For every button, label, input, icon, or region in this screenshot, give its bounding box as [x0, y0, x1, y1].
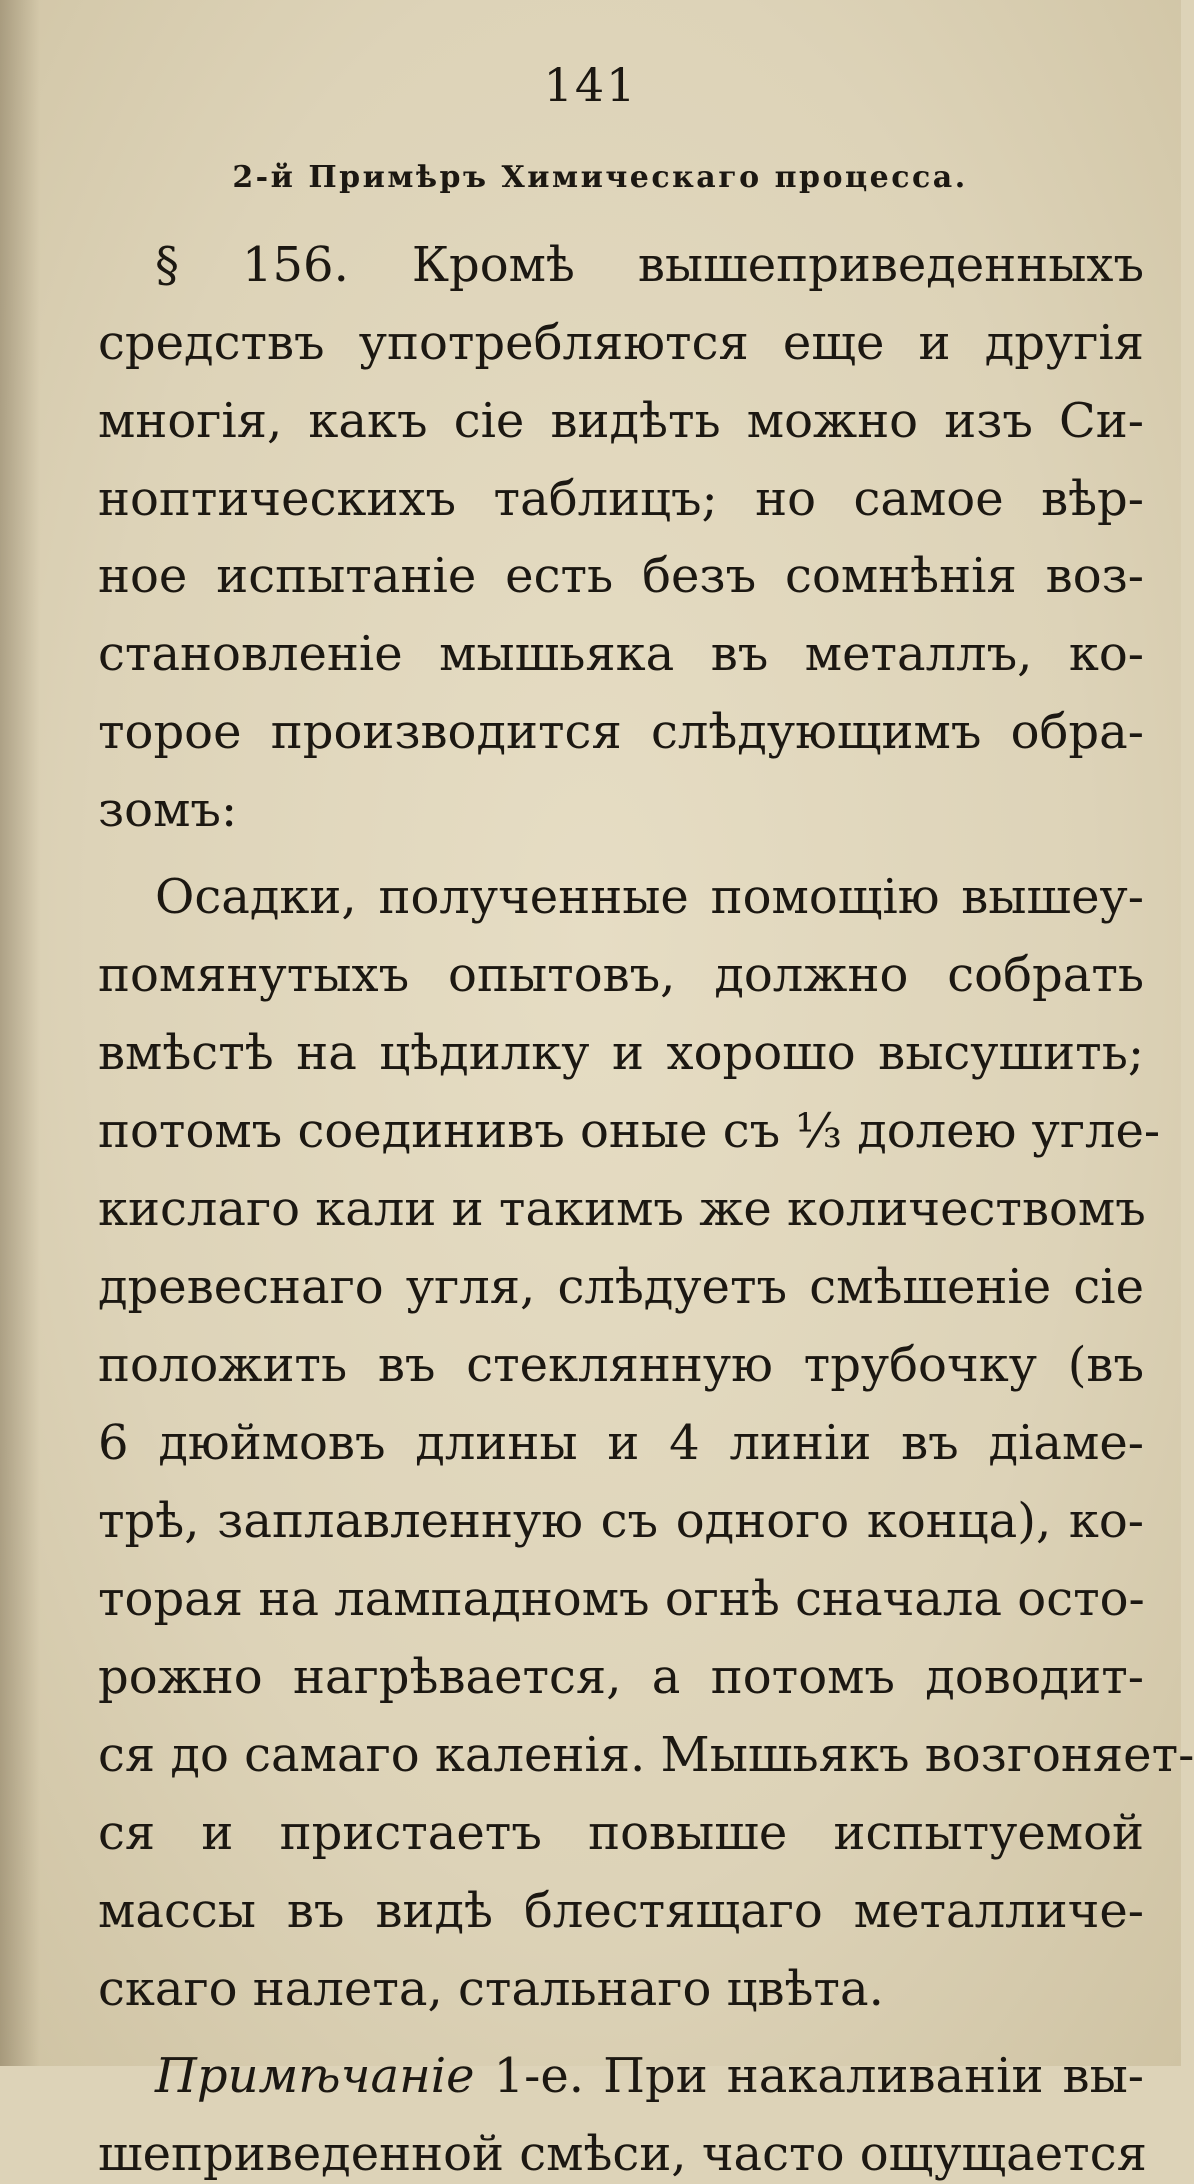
text-line: рожно нагрѣвается, а потомъ доводит- — [98, 1649, 1144, 1705]
text-line: многія, какъ сіе видѣть можно изъ Си- — [98, 393, 1144, 449]
text-line: кислаго кали и такимъ же количествомъ — [98, 1181, 1146, 1237]
page-gutter-shadow — [0, 0, 40, 2066]
text-line: помянутыхъ опытовъ, должно собрать — [98, 947, 1144, 1003]
page-number: 141 — [543, 58, 638, 112]
text-line: ноптическихъ таблицъ; но самое вѣр- — [98, 471, 1144, 527]
text-line: ное испытаніе есть безъ сомнѣнія воз- — [98, 548, 1144, 604]
text-line: зомъ: — [98, 782, 238, 838]
text-line: Осадки, полученные помощію вышеу- — [155, 869, 1144, 925]
text-line: вмѣстѣ на цѣдилку и хорошо высушить; — [98, 1025, 1144, 1081]
text-line: шеприведенной смѣси, часто ощущается — [98, 2126, 1147, 2182]
text-line: массы въ видѣ блестящаго металличе- — [98, 1883, 1144, 1939]
text-line: средствъ употребляются еще и другія — [98, 315, 1144, 371]
text-line: торое производится слѣдующимъ обра- — [98, 704, 1144, 760]
text-line: становленіе мышьяка въ металлъ, ко- — [98, 626, 1144, 682]
text-line: 6 дюймовъ длины и 4 линіи въ діаме- — [98, 1415, 1144, 1471]
note-text: 1-е. При накаливаніи вы- — [493, 2048, 1144, 2104]
text-line: торая на лампадномъ огнѣ сначала осто- — [98, 1571, 1145, 1627]
note-line — [155, 2046, 1144, 2106]
text-line: трѣ, заплавленную съ одного конца), ко- — [98, 1493, 1144, 1549]
text-line: скаго налета, стальнаго цвѣта. — [98, 1961, 884, 2017]
text-line: § 156. Кромѣ вышеприведенныхъ — [155, 237, 1144, 293]
text-line: ся и пристаетъ повыше испытуемой — [98, 1805, 1144, 1861]
text-line: положить въ стеклянную трубочку (въ — [98, 1337, 1144, 1393]
text-line: потомъ соединивъ оные съ ⅓ долею угле- — [98, 1103, 1161, 1159]
text-line: ся до самаго каленія. Мышьякъ возгоняет- — [98, 1727, 1194, 1783]
text-line: древеснаго угля, слѣдуетъ смѣшеніе сіе — [98, 1259, 1144, 1315]
running-head: 2-й Примѣръ Химическаго процесса. — [232, 160, 968, 195]
note-label: Примѣчаніе — [155, 2048, 475, 2104]
